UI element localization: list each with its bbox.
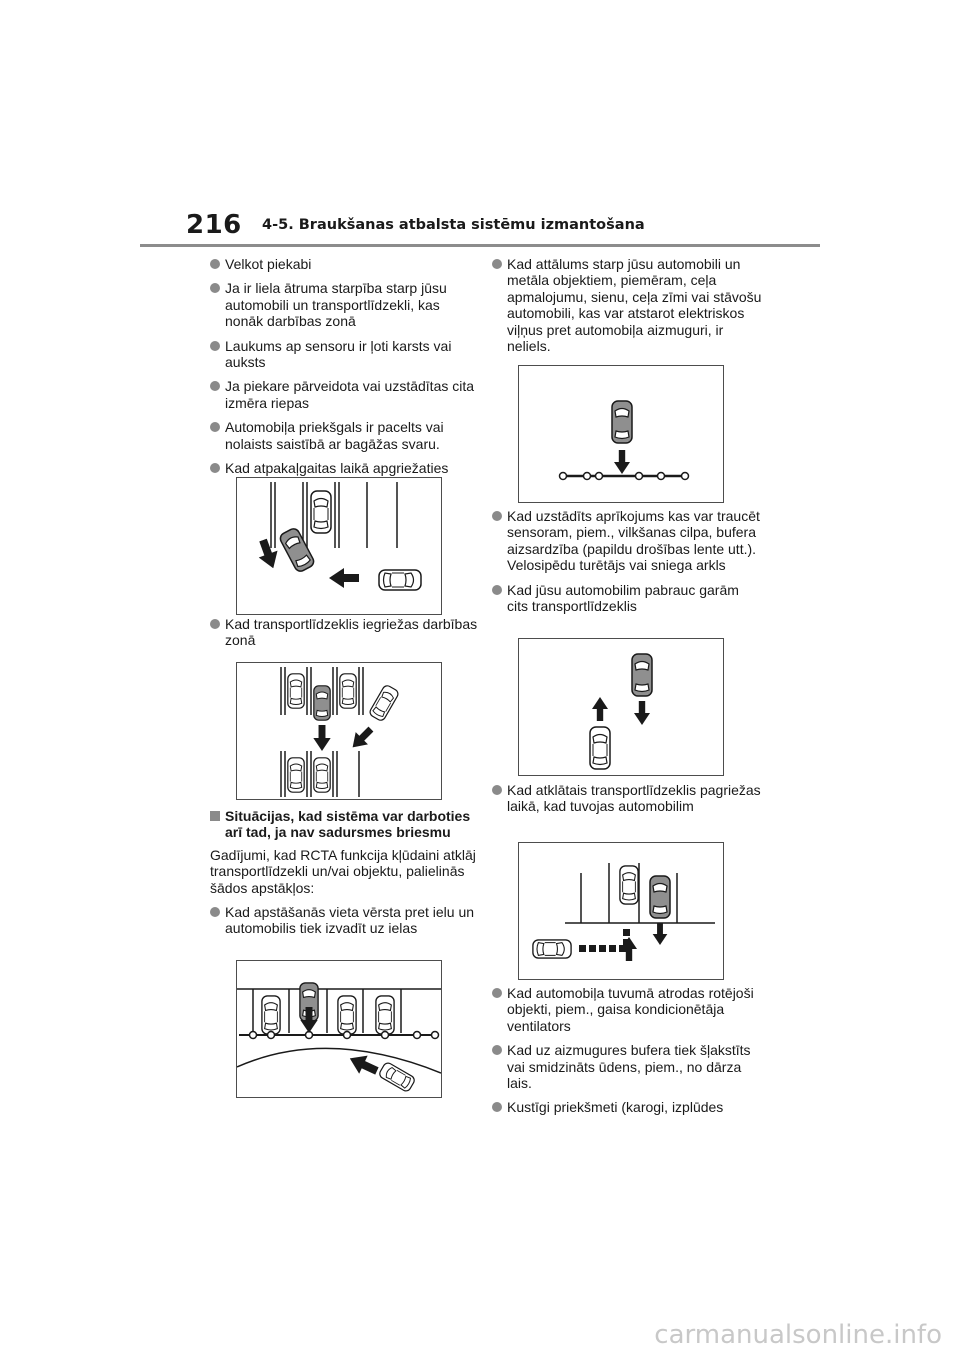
right-column-b	[492, 508, 762, 622]
bullet-dot	[210, 907, 220, 917]
list-item	[210, 256, 480, 272]
section-intro: Gadījumi, kad RCTA funkcija kļūdaini atklāj transportlīdzekli un/vai objektu, palielinās šādos apstākļos:	[210, 846, 476, 896]
watermark: carmanualsonline.info	[654, 1320, 942, 1350]
bullet-text: Velkot piekabi	[225, 256, 312, 272]
bullet-text: Kad atklātais transportlīdzeklis pagriežas laikā, kad tuvojas automobilim	[507, 782, 761, 815]
passing-illustration	[519, 639, 723, 775]
bullet-dot	[210, 259, 220, 269]
right-column-d	[492, 985, 762, 1124]
list-item	[492, 1042, 762, 1091]
list-item	[210, 378, 480, 411]
wall-illustration	[519, 366, 723, 502]
list-item	[210, 338, 480, 371]
bullet-text: Ja piekare pārveidota vai uzstādītas cita izmēra riepas	[225, 378, 475, 411]
section-square-icon	[210, 811, 220, 821]
bullet-dot	[210, 619, 220, 629]
bullet-text: Laukums ap sensoru ir ļoti karsts vai auksts	[225, 337, 452, 371]
bullet-text: Kad uz aizmugures bufera tiek šļakstīts vai smidzināts ūdens, piem., no dārza lais.	[507, 1042, 751, 1092]
list-item	[210, 460, 480, 476]
page-number: 216	[186, 210, 242, 240]
bullet-dot	[492, 1045, 502, 1055]
bullet-text: Kad uzstādīts aprīkojums kas var traucēt sensoram, piem., vilkšanas cilpa, bufera aizsardzība (papildu drošības lente utt.). Velosipēdu turētājs vai sniega arkls	[507, 508, 760, 574]
bullet-text: Kad jūsu automobilim pabrauc garām cits transportlīdzeklis	[507, 581, 739, 615]
bullet-text: Kad attālums starp jūsu automobili un metāla objektiem, piemēram, ceļa apmalojumu, sienu, ceļa zīmi vai stāvošu automobili, kas var atstarot elektriskos viļņus pret automobiļa aizmuguri, ir neliels.	[507, 256, 762, 355]
left-column	[210, 256, 480, 484]
list-item	[492, 1099, 762, 1115]
bullet-text: Kad transportlīdzeklis iegriežas darbības zonā	[225, 616, 478, 649]
bullet-dot	[492, 988, 502, 998]
section-heading	[210, 808, 480, 841]
list-item	[210, 904, 480, 937]
list-item	[492, 782, 762, 815]
bullet-text: Ja ir liela ātruma starpība starp jūsu automobili un transportlīdzekli, kas nonāk darbības zonā	[225, 280, 447, 330]
bullet-dot	[492, 259, 502, 269]
bullet-dot	[210, 381, 220, 391]
list-item	[210, 419, 480, 452]
bullet-dot	[210, 422, 220, 432]
figure-parking-street	[236, 960, 442, 1098]
parking-lot-illustration	[237, 478, 441, 614]
bullet-text: Kad atpakaļgaitas laikā apgriežaties	[225, 460, 449, 477]
left-column-c	[210, 808, 480, 945]
figure-metal-object	[518, 365, 724, 503]
list-item	[210, 616, 480, 649]
bullet-text: Kad automobiļa tuvumā atrodas rotējoši objekti, piem., gaisa kondicionētāja ventilators	[507, 985, 754, 1034]
list-item	[492, 582, 762, 615]
right-column	[492, 256, 762, 362]
turning-illustration	[519, 843, 723, 979]
figure-reversing-turn	[236, 477, 442, 615]
list-item	[210, 280, 480, 329]
bullet-dot	[210, 341, 220, 351]
section-heading-text: Situācijas, kad sistēma var darboties arī tad, ja nav sadursmes briesmu	[225, 808, 471, 841]
figure-vehicle-entering	[236, 662, 442, 800]
right-column-c	[492, 782, 762, 823]
bullet-text: Kustīgi priekšmeti (karogi, izplūdes	[507, 1099, 724, 1116]
section-title: 4-5. Braukšanas atbalsta sistēmu izmantošana	[262, 217, 645, 233]
bullet-text: Kad apstāšanās vieta vērsta pret ielu un automobilis tiek izvadīt uz ielas	[225, 904, 475, 937]
bullet-dot	[492, 585, 502, 595]
bullet-dot	[492, 785, 502, 795]
list-item	[492, 256, 762, 354]
bullet-dot	[492, 511, 502, 521]
header-rule	[140, 244, 820, 247]
left-column-b	[210, 616, 480, 657]
figure-vehicle-passing	[518, 638, 724, 776]
bullet-dot	[492, 1102, 502, 1112]
bullet-text: Automobiļa priekšgals ir pacelts vai nolaists saistībā ar bagāžas svaru.	[225, 419, 444, 452]
list-item	[492, 508, 762, 574]
list-item	[492, 985, 762, 1034]
bullet-dot	[210, 463, 220, 473]
bullet-dot	[210, 283, 220, 293]
street-illustration	[237, 961, 441, 1097]
figure-vehicle-turning	[518, 842, 724, 980]
parking-lot-illustration	[237, 663, 441, 799]
